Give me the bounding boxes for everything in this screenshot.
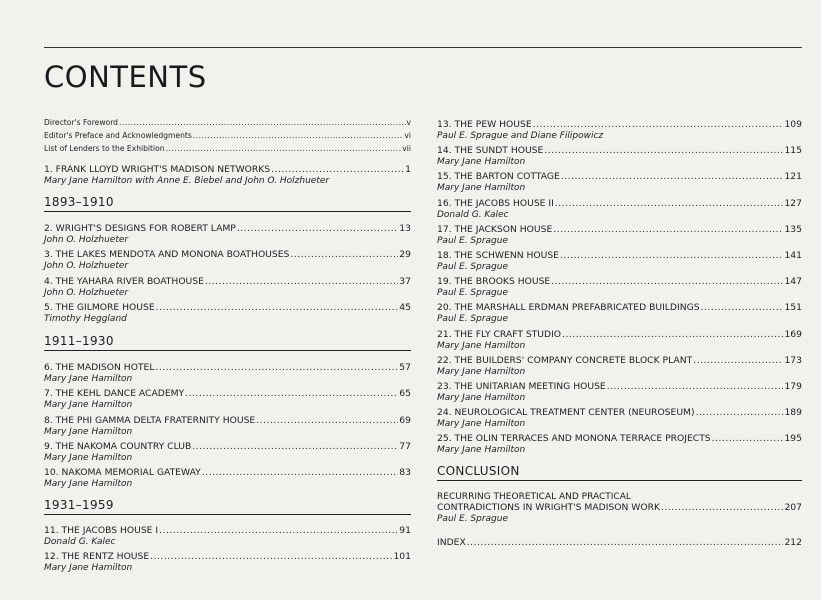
entry-author: Mary Jane Hamilton (437, 366, 526, 377)
dot-leader (290, 249, 398, 261)
toc-entry (437, 250, 802, 262)
conclusion-title-line: RECURRING THEORETICAL AND PRACTICAL (437, 492, 631, 502)
page-number: 37 (399, 275, 411, 287)
entry-title: 16. THE JACOBS HOUSE II (437, 197, 554, 209)
page-number: 195 (784, 433, 802, 445)
toc-entry (437, 171, 802, 183)
toc-entry (437, 355, 802, 367)
entry-title: CONTRADICTIONS IN WRIGHT'S MADISON WORK (437, 502, 660, 513)
entry-title: 13. THE PEW HOUSE (437, 119, 532, 130)
page-number: 212 (784, 537, 802, 548)
page-number: 189 (784, 407, 802, 419)
section-heading: 1931–1959 (44, 498, 411, 515)
dot-leader (271, 164, 404, 176)
page-number: 109 (784, 119, 802, 130)
entry-author: Mary Jane Hamilton (437, 445, 526, 456)
toc-entry (437, 145, 802, 157)
entry-author: Donald G. Kalec (44, 537, 116, 547)
page-number: 115 (784, 145, 802, 157)
page-number: 141 (784, 250, 802, 261)
entry-title: 1. FRANK LLOYD WRIGHT'S MADISON NETWORKS (44, 164, 271, 175)
dot-leader (166, 143, 402, 155)
toc-entry (437, 302, 802, 314)
dot-leader (237, 223, 398, 235)
entry-title: List of Lenders to the Exhibition (44, 144, 165, 153)
entry-title: 15. THE BARTON COTTAGE (437, 171, 560, 183)
entry-title: 18. THE SCHWENN HOUSE (437, 250, 559, 261)
entry-author: Mary Jane Hamilton (437, 157, 526, 168)
toc-entry (44, 276, 411, 288)
entry-title: 17. THE JACKSON HOUSE (437, 223, 553, 235)
dot-leader (202, 467, 399, 479)
page-number: 83 (399, 467, 411, 479)
entry-author: Paul E. Sprague (437, 514, 509, 524)
page-number: vii (402, 144, 411, 153)
entry-author: Mary Jane Hamilton with Anne E. Biebel and John O. Holzhueter (44, 176, 330, 186)
page-number: 151 (784, 302, 802, 314)
entry-title: 12. THE RENTZ HOUSE (44, 551, 150, 563)
entry-author: Mary Jane Hamilton (437, 340, 526, 351)
entry-author: Mary Jane Hamilton (437, 183, 526, 194)
entry-title: Director's Foreword (44, 118, 118, 127)
entry-title: 19. THE BROOKS HOUSE (437, 276, 551, 288)
entry-title: 8. THE PHI GAMMA DELTA FRATERNITY HOUSE (44, 414, 256, 426)
toc-entry (437, 276, 802, 288)
entry-title: 11. THE JACOBS HOUSE I (44, 525, 159, 536)
toc-entry (437, 119, 802, 131)
dot-leader (119, 117, 406, 129)
entry-title: 6. THE MADISON HOTEL (44, 362, 155, 373)
entry-author: John O. Holzhueter (44, 261, 129, 272)
dot-leader (256, 415, 398, 427)
page-number: 101 (393, 551, 411, 563)
toc-entry (437, 329, 802, 341)
dot-leader (696, 407, 784, 419)
dot-leader (150, 551, 392, 563)
dot-leader (544, 145, 783, 157)
entry-title: 22. THE BUILDERS' COMPANY CONCRETE BLOCK PLANT (437, 354, 693, 366)
dot-leader (693, 355, 783, 367)
entry-title: INDEX (437, 537, 466, 548)
toc-entry (437, 537, 802, 549)
entry-title: Editor's Preface and Acknowledgments (44, 131, 192, 140)
page-number: 91 (399, 525, 411, 536)
entry-title: 21. THE FLY CRAFT STUDIO (437, 328, 562, 340)
page-number: v (406, 118, 411, 127)
entry-author: Paul E. Sprague (437, 262, 509, 272)
entry-title: 5. THE GILMORE HOUSE (44, 301, 155, 313)
dot-leader (533, 119, 784, 131)
dot-leader (553, 224, 783, 236)
entry-title: 9. THE NAKOMA COUNTRY CLUB (44, 440, 192, 452)
toc-entry (437, 381, 802, 393)
toc-entry (44, 388, 411, 400)
page-number: 179 (784, 381, 802, 392)
toc-entry (437, 224, 802, 236)
dot-leader (560, 250, 783, 262)
dot-leader (192, 441, 398, 453)
entry-title: 23. THE UNITARIAN MEETING HOUSE (437, 381, 606, 392)
entry-author: Timothy Heggland (44, 313, 127, 324)
entry-author: Mary Jane Hamilton (44, 426, 133, 437)
dot-leader (701, 302, 784, 314)
page-number: 45 (399, 301, 411, 313)
section-heading: 1911–1930 (44, 334, 411, 351)
entry-author: Mary Jane Hamilton (437, 393, 526, 403)
page-number: 1 (405, 164, 411, 175)
entry-author: Paul E. Sprague (437, 288, 509, 299)
toc-entry (44, 164, 411, 176)
page-title: CONTENTS (44, 60, 207, 94)
page-number: 13 (399, 223, 411, 234)
dot-leader (661, 502, 783, 514)
page-number: 77 (399, 440, 411, 452)
entry-title: 10. NAKOMA MEMORIAL GATEWAY (44, 467, 201, 479)
entry-author: Mary Jane Hamilton (437, 419, 526, 430)
entry-title: 24. NEUROLOGICAL TREATMENT CENTER (NEUROSEUM) (437, 407, 695, 419)
page-number: 169 (784, 328, 802, 340)
dot-leader (156, 302, 399, 314)
entry-author: Paul E. Sprague and Diane Filipowicz (437, 131, 604, 141)
page-number: vi (404, 131, 411, 140)
toc-entry (44, 467, 411, 479)
toc-entry (437, 433, 802, 445)
entry-author: Mary Jane Hamilton (44, 479, 133, 490)
toc-entry (44, 249, 411, 261)
dot-leader (205, 276, 398, 288)
page-number: 65 (399, 388, 411, 400)
section-heading: 1893–1910 (44, 195, 411, 212)
entry-title: 25. THE OLIN TERRACES AND MONONA TERRACE PROJECTS (437, 433, 711, 445)
toc-entry (44, 551, 411, 563)
page-number: 147 (784, 276, 802, 288)
toc-entry (44, 441, 411, 453)
toc-entry (44, 223, 411, 235)
dot-leader (562, 329, 783, 341)
conclusion-heading: CONCLUSION (437, 464, 802, 481)
page-number: 173 (784, 354, 802, 366)
toc-entry (44, 525, 411, 537)
entry-author: John O. Holzhueter (44, 235, 129, 245)
entry-title: 7. THE KEHL DANCE ACADEMY (44, 388, 185, 400)
entry-title: 20. THE MARSHALL ERDMAN PREFABRICATED BUILDINGS (437, 302, 700, 314)
toc-entry (44, 362, 411, 374)
entry-author: Donald G. Kalec (437, 209, 509, 220)
toc-entry (44, 415, 411, 427)
toc-entry (44, 130, 411, 142)
toc-entry (437, 407, 802, 419)
toc-entry (44, 302, 411, 314)
entry-author: Mary Jane Hamilton (44, 374, 133, 384)
toc-entry (437, 198, 802, 210)
entry-author: Paul E. Sprague (437, 235, 509, 246)
entry-title: 14. THE SUNDT HOUSE (437, 145, 544, 157)
dot-leader (185, 388, 398, 400)
dot-leader (467, 537, 784, 549)
page-number: 135 (784, 223, 802, 235)
entry-author: John O. Holzhueter (44, 287, 129, 298)
page-number: 127 (784, 197, 802, 209)
dot-leader (607, 381, 784, 393)
dot-leader (712, 433, 784, 445)
page-number: 57 (399, 362, 411, 373)
entry-title: 3. THE LAKES MENDOTA AND MONONA BOATHOUSES (44, 249, 290, 261)
toc-entry (44, 143, 411, 155)
entry-title: 2. WRIGHT'S DESIGNS FOR ROBERT LAMP (44, 223, 236, 234)
page-number: 207 (784, 502, 802, 513)
entry-author: Mary Jane Hamilton (44, 563, 133, 574)
toc-entry (437, 502, 802, 514)
page-number: 69 (399, 414, 411, 426)
dot-leader (155, 362, 398, 374)
dot-leader (193, 130, 404, 142)
entry-title: 4. THE YAHARA RIVER BOATHOUSE (44, 275, 204, 287)
dot-leader (561, 171, 784, 183)
top-rule (44, 47, 802, 48)
toc-entry (44, 117, 411, 129)
dot-leader (555, 198, 784, 210)
dot-leader (159, 525, 398, 537)
dot-leader (551, 276, 783, 288)
entry-author: Paul E. Sprague (437, 314, 509, 325)
entry-author: Mary Jane Hamilton (44, 452, 133, 463)
page-number: 29 (399, 249, 411, 261)
page-number: 121 (784, 171, 802, 183)
entry-author: Mary Jane Hamilton (44, 400, 133, 411)
